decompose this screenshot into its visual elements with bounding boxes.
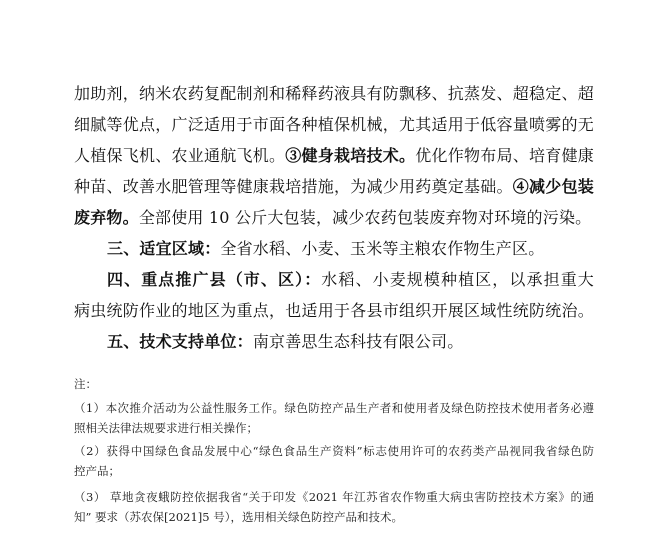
paragraph-line-2 [74,115,594,135]
section-heading-5: 五、技术支持单位： [107,332,253,351]
text-span: 病虫统防作业的地区为重点，也适用于各县市组织开展区域性统防统治。 [74,301,594,320]
note-2-line-1: （2）获得中国绿色食品发展中心“绿色食品生产资料”标志使用许可的农药类产品视同我省绿色防 [74,444,594,458]
paragraph-line-5 [74,208,594,228]
note-3-line-1: （3） 草地贪夜蛾防控依据我省“关于印发《2021 年江苏省农作物重大病虫害防控技术方案》的通 [74,490,594,504]
section-heading-4: 四、重点推广县（市、区）： [107,270,322,289]
paragraph-line-3 [74,146,594,166]
text-span: 种苗、改善水肥管理等健康栽培措施，为减少用药奠定基础。 [74,177,513,196]
text-span: 全省水稻、小麦、玉米等主粮农作物生产区。 [220,239,545,258]
paragraph-line-8 [74,301,594,321]
text-span: 优化作物布局、培育健康 [415,146,594,165]
notes-title: 注： [74,377,97,391]
text-span: 细腻等优点，广泛适用于市面各种植保机械，尤其适用于低容量喷雾的无 [74,115,594,134]
bold-heading-reduce-packaging: ④减少包装 [512,177,594,196]
note-3-line-2: 知” 要求（苏农保[2021]5 号），选用相关绿色防控产品和技术。 [74,510,403,524]
text-span: 南京善思生态科技有限公司。 [252,332,464,351]
bold-heading-waste: 废弃物。 [74,208,139,227]
text-span: 全部使用 10 公斤大包装，减少农药包装废弃物对环境的污染。 [138,208,592,227]
text-span: 水稻、小麦规模种植区，以承担重大 [321,270,594,289]
section-key-counties [107,270,594,290]
note-2-line-2: 控产品； [74,464,120,478]
text-span: 人植保飞机、农业通航飞机。 [74,146,286,165]
section-applicable-area [107,239,594,259]
paragraph-line-1 [74,84,594,104]
paragraph-line-4 [74,177,594,197]
note-1-line-2: 照相关法律法规要求进行相关操作； [74,421,258,435]
text-span: 加助剂，纳米农药复配制剂和稀释药液具有防飘移、抗蒸发、超稳定、超 [74,84,594,103]
note-1-line-1: （1）本次推介活动为公益性服务工作。绿色防控产品生产者和使用者及绿色防控技术使用者务必遵 [74,401,594,415]
section-tech-support [107,332,594,352]
bold-heading-healthy-cultivation: ③健身栽培技术。 [285,146,416,165]
section-heading-3: 三、适宜区域： [107,239,221,258]
